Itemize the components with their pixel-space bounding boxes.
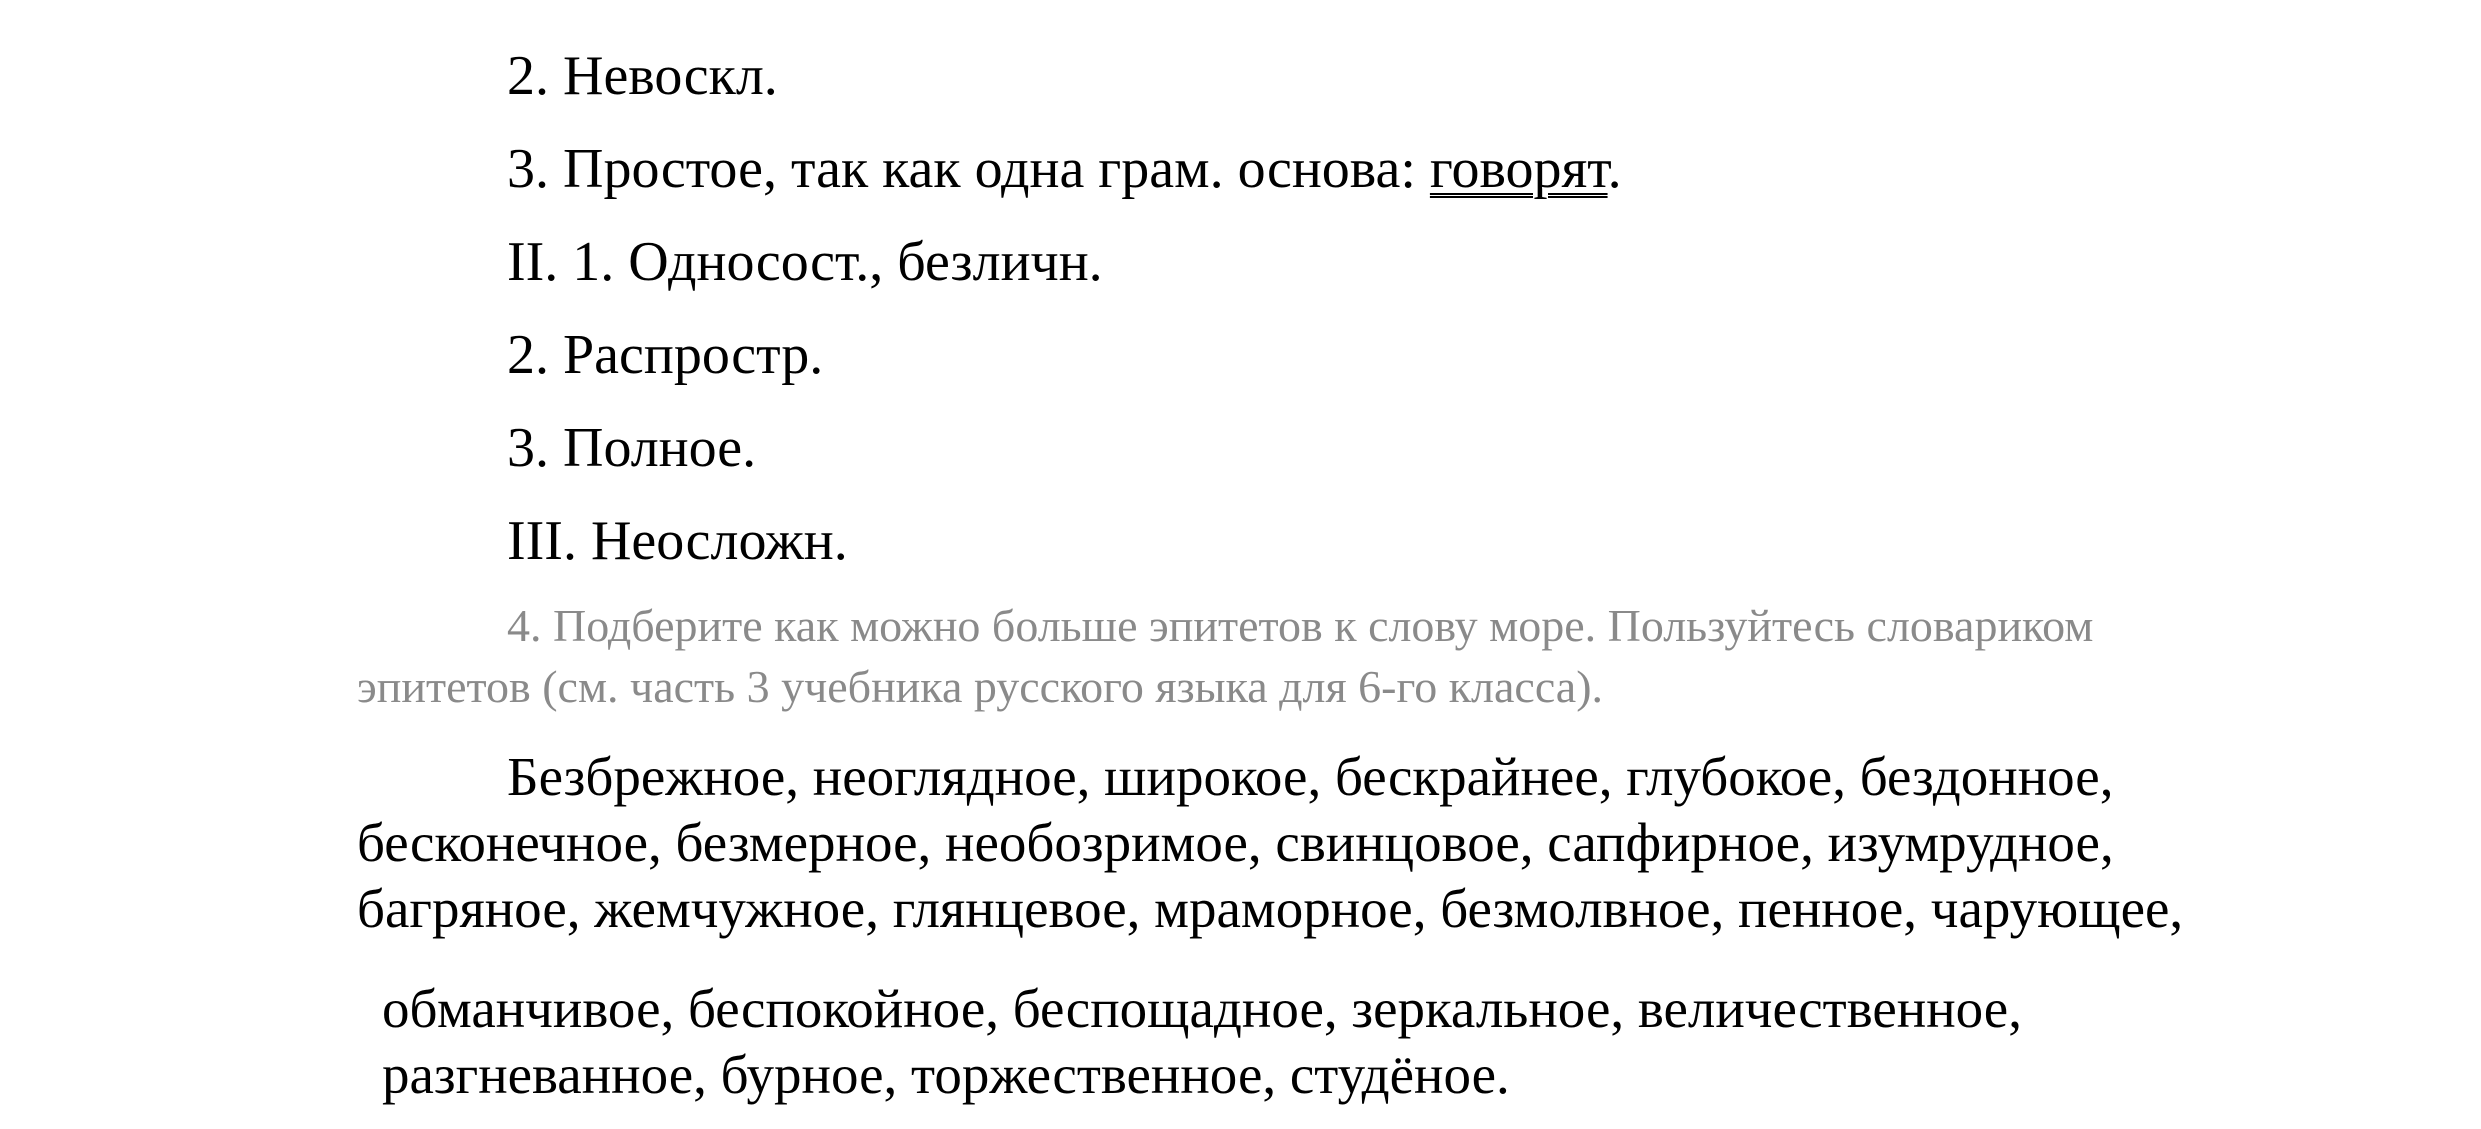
analysis-line-2: 2. Невоскл. [507, 45, 778, 107]
analysis-line-3 [507, 138, 1622, 200]
analysis-line-ii-2: 2. Распростр. [507, 324, 824, 386]
answer-line-3: багряное, жемчужное, глянцевое, мраморное, безмолвное, пенное, чарующее, [357, 878, 2184, 939]
analysis-line-ii-1: II. 1. Односост., безличн. [507, 231, 1103, 293]
predicate-underlined: говорят [1429, 138, 1608, 200]
task-line-2: эпитетов (см. часть 3 учебника русского языка для 6-го класса). [357, 661, 1604, 712]
answer-line-2: бесконечное, безмерное, необозримое, свинцовое, сапфирное, изумрудное, [357, 812, 2114, 873]
analysis-line-ii-3: 3. Полное. [507, 417, 757, 479]
analysis-line-3-prefix: 3. Простое, так как одна грам. основа: [507, 138, 1430, 200]
answer-line-1: Безбрежное, неоглядное, широкое, бескрайнее, глубокое, бездонное, [507, 746, 2114, 807]
analysis-line-3-suffix: . [1607, 138, 1622, 200]
answer-line-4: обманчивое, беспокойное, беспощадное, зеркальное, величественное, [382, 978, 2022, 1039]
task-line-1: 4. Подберите как можно больше эпитетов к слову море. Пользуйтесь словариком [507, 600, 2094, 651]
answer-line-5: разгневанное, бурное, торжественное, студёное. [382, 1044, 1510, 1105]
analysis-line-iii: III. Неосложн. [507, 510, 848, 572]
